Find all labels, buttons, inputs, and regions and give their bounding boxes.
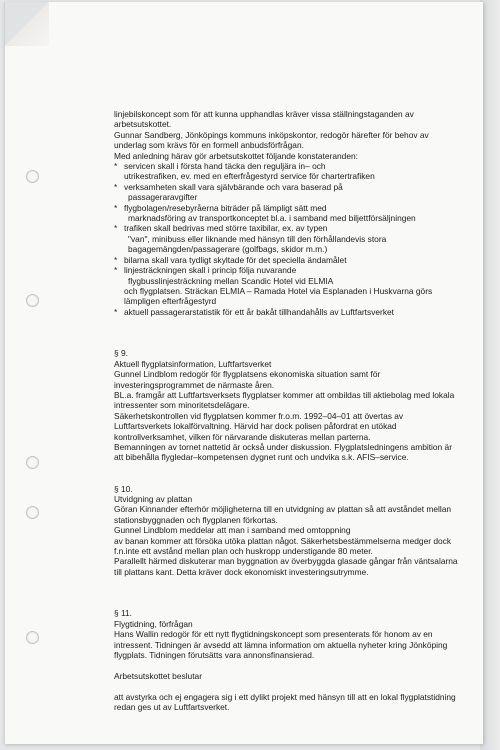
bullet-item — [114, 255, 474, 265]
text-line: Hans Wallin redogör för ett nytt flygtidningskoncept som presenterats för honom av en — [114, 629, 433, 640]
punch-hole — [26, 506, 39, 519]
bullet-continuation: "van", minibuss eller liknande med hänsyn till den förhållandevis stora — [128, 233, 387, 244]
text-line: intressenter som minoritetsdelägare. — [114, 400, 250, 411]
bullet-marker: * — [114, 223, 118, 234]
decision-text: att avstyrka och ej engagera sig i ett dylikt projekt med hänsyn till att en lokal flygplatstidning — [114, 691, 456, 702]
bullet-marker: * — [114, 265, 118, 276]
text-line: Säkerhetskontrollen vid flygplatsen kommer fr.o.m. 1992–04–01 att övertas av — [114, 410, 404, 421]
punch-hole — [26, 170, 39, 183]
document-text — [114, 109, 474, 712]
bullet-continuation: utrikestrafiken, ev. med en efterfrågestyrd service för chartertrafiken — [124, 171, 375, 182]
text-line: Gunnel Lindblom meddelar att man i samband med omtoppning — [114, 525, 351, 536]
text-line: f.n.inte ett avstånd mellan plan och huskropp understigande 80 meter. — [114, 546, 373, 557]
section-number: § 10. — [114, 483, 133, 494]
bullet-item — [114, 203, 474, 213]
punch-hole — [26, 631, 39, 644]
bullet-text: servicen skall i första hand täcka den reguljära in– och — [124, 161, 326, 172]
text-line: Luftfartsverkets lokalförvaltning. Härvid har dock polisen påfordrat en utökad — [114, 421, 397, 432]
text-line: till plattans kant. Detta kräver dock ekonomiskt investeringsutrymme. — [114, 566, 369, 577]
section-10 — [114, 484, 474, 578]
text-line: Gunnar Sandberg, Jönköpings kommuns inköpskontor, redogör härefter för behov av — [114, 129, 429, 140]
text-line: Med anledning härav gör arbetsutskottet följande konstateranden: — [114, 150, 358, 161]
text-line: kontrollverksamhet, vilken för närvarande diskuteras mellan parterna. — [114, 431, 371, 442]
bullet-text: aktuell passagerarstatistik för ett år bakåt tillhandahålls av Luftfartsverket — [124, 306, 394, 317]
bullet-continuation: flygbusslinjesträckning mellan Scandic Hotel vid ELMIA — [128, 275, 334, 286]
bullet-text: flygbolagen/resebyråerna biträder på lämpligt sätt med — [124, 202, 327, 213]
bullet-continuation: lämpligen efterfrågestyrd — [124, 296, 217, 307]
text-line: Bemanningen av tornet nattetid är också under diskussion. Flygplatsledningens ambition är — [114, 441, 452, 452]
decision-text: redan ges ut av Luftfartsverket. — [114, 702, 230, 713]
text-line: arbetsutskottet. — [114, 119, 172, 130]
section-title: Flygtidning, förfrågan — [114, 618, 193, 629]
bullet-text: bilarna skall vara tydligt skyltade för det speciella ändamålet — [124, 254, 347, 265]
bullet-item — [114, 265, 474, 275]
bullet-text: linjesträckningen skall i princip följa nuvarande — [124, 265, 297, 276]
text-line: BL.a. framgår att Luftfartsverksets flygplatser kommer att ombildas till aktiebolag med lokala — [114, 389, 455, 400]
folded-corner — [5, 2, 49, 46]
text-line: intressent. Tidningen är avsedd att lämna information om aktuella nyheter kring Jönköping — [114, 639, 448, 650]
text-line: linjebilskoncept som för att kunna upphandlas kräver vissa ställningstaganden av — [114, 109, 414, 119]
section-title: Utvidgning av plattan — [114, 493, 193, 504]
bullet-item — [114, 182, 474, 192]
section-title: Aktuell flygplatsinformation, Luftfartsverket — [114, 358, 272, 369]
bullet-text: trafiken skall bedrivas med större taxibilar, ex. av typen — [124, 223, 328, 234]
bullet-item — [114, 161, 474, 171]
punch-hole — [26, 294, 39, 307]
section-number: § 11. — [114, 608, 133, 619]
text-line: underlag som krävs för en formell anbudsförfrågan. — [114, 140, 304, 151]
text-line: investeringsprogrammet de närmaste åren. — [114, 379, 275, 390]
decision-heading: Arbetsutskottet beslutar — [114, 670, 202, 681]
bullet-text: verksamheten skall vara självbärande och vara baserad på — [124, 181, 343, 192]
text-line: att bibehålla flygledar–kompetensen dygnet runt och undvika s.k. AFIS–service. — [114, 452, 409, 463]
section-number: § 9. — [114, 348, 128, 359]
bullet-continuation: marknadsföring av transportkonceptet bl.a. i samband med biljettförsäljningen — [128, 213, 416, 224]
text-line: av banan kommer att försöka utöka plattan något. Säkerhetsbestämmelserna medger dock — [114, 535, 452, 546]
intro-paragraph — [114, 109, 474, 161]
bullet-continuation: passageraravgifter — [128, 192, 198, 203]
bullet-marker: * — [114, 181, 118, 192]
background-surface — [480, 0, 500, 750]
bullet-item — [114, 307, 474, 317]
section-11 — [114, 608, 474, 712]
text-line: Gunnel Lindblom redogör för flygplatsens ekonomiska situation samt för — [114, 369, 381, 380]
bullet-continuation: och flygplatsen. Sträckan ELMIA – Ramada Hotel via Esplanaden i Huskvarna görs — [124, 285, 433, 296]
bullet-item — [114, 223, 474, 233]
punch-hole — [26, 456, 39, 469]
bullet-list — [114, 161, 474, 317]
bullet-continuation: bagagemängden/passagerare (golfbags, skidor m.m.) — [128, 244, 328, 255]
bullet-marker: * — [114, 306, 118, 317]
text-line: flygplats. Tidningen förutsätts vara annonsfinansierad. — [114, 650, 315, 661]
bullet-marker: * — [114, 202, 118, 213]
bullet-marker: * — [114, 254, 118, 265]
bullet-marker: * — [114, 161, 118, 172]
section-9 — [114, 348, 474, 462]
text-line: Göran Kinnander efterhör möjligheterna till en utvidgning av plattan så att avståndet mellan — [114, 504, 452, 515]
text-line: Parallellt härmed diskuterar man byggnation av överbyggda glasade gångar från väntsalarna — [114, 556, 458, 567]
text-line: stationsbyggnaden och flygplanen förkortas. — [114, 514, 278, 525]
